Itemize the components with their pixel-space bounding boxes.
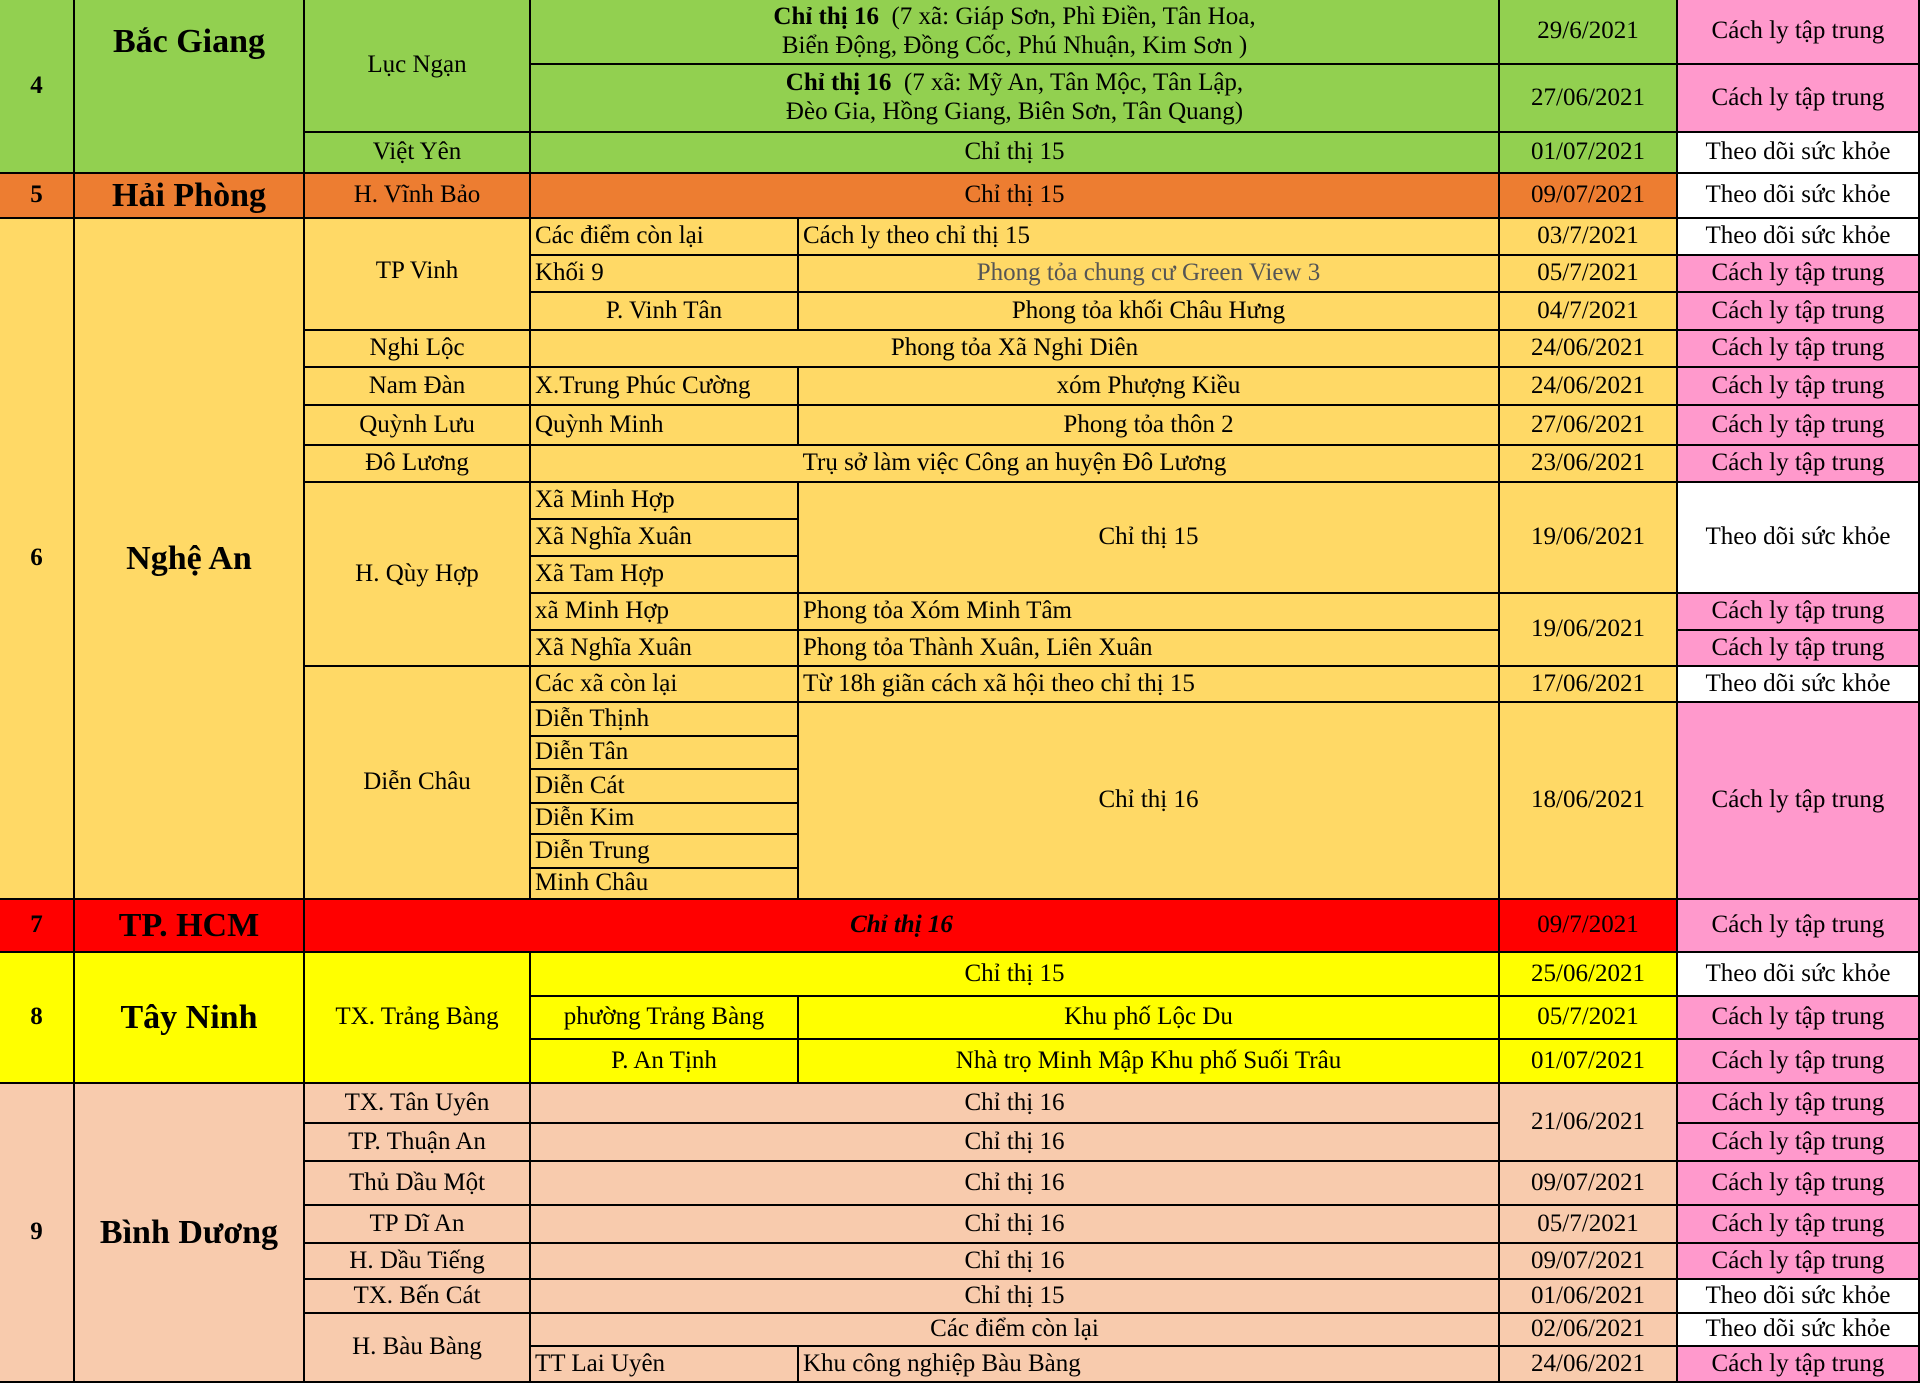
district-cell: H. Vĩnh Bảo [305, 174, 531, 219]
measure-cell: Phong tỏa khối Châu Hưng [799, 293, 1500, 331]
status-cell: Theo dõi sức khỏe [1678, 133, 1920, 174]
area-cell: phường Trảng Bàng [531, 997, 799, 1040]
stt-cell: 4 [0, 0, 75, 174]
status-cell: Cách ly tập trung [1678, 997, 1920, 1040]
date-cell: 09/07/2021 [1500, 1244, 1678, 1280]
date-cell: 27/06/2021 [1500, 406, 1678, 446]
measure-bold: Chỉ thị 16 [773, 2, 879, 30]
province-cell: Bình Dương [75, 1084, 305, 1383]
district-cell: Đô Lương [305, 446, 531, 483]
measure-cell: Chỉ thị 15 [531, 953, 1500, 997]
measure-cell: Nhà trọ Minh Mập Khu phố Suối Trâu [799, 1040, 1500, 1084]
measure-cell: Khu phố Lộc Du [799, 997, 1500, 1040]
date-cell: 05/7/2021 [1500, 1206, 1678, 1244]
status-cell: Cách ly tập trung [1678, 406, 1920, 446]
area-cell: Các điểm còn lại [531, 219, 799, 256]
date-cell: 05/7/2021 [1500, 997, 1678, 1040]
date-cell: 01/06/2021 [1500, 1280, 1678, 1314]
status-cell: Cách ly tập trung [1678, 594, 1920, 631]
province-cell: TP. HCM [75, 900, 305, 953]
measure-text: (7 xã: Giáp Sơn, Phì Điền, Tân Hoa, [891, 2, 1256, 30]
date-cell: 27/06/2021 [1500, 65, 1678, 133]
date-cell: 19/06/2021 [1500, 594, 1678, 667]
area-cell: Diễn Cát [531, 770, 799, 804]
status-cell: Cách ly tập trung [1678, 1084, 1920, 1124]
district-cell: H. Dầu Tiếng [305, 1244, 531, 1280]
measure-cell: Trụ sở làm việc Công an huyện Đô Lương [531, 446, 1500, 483]
measure-cell: Phong tỏa Thành Xuân, Liên Xuân [799, 631, 1500, 667]
measure-cell [531, 65, 1500, 133]
district-cell: TP. Thuận An [305, 1124, 531, 1162]
status-cell: Cách ly tập trung [1678, 1244, 1920, 1280]
status-cell: Theo dõi sức khỏe [1678, 1280, 1920, 1314]
province-cell: Bắc Giang [75, 0, 305, 174]
date-cell: 09/7/2021 [1500, 900, 1678, 953]
district-cell: Việt Yên [305, 133, 531, 174]
status-cell: Cách ly tập trung [1678, 65, 1920, 133]
area-cell: X.Trung Phúc Cường [531, 368, 799, 406]
stt-cell: 7 [0, 900, 75, 953]
area-cell: P. Vinh Tân [531, 293, 799, 331]
measure-cell: Phong tỏa Xóm Minh Tâm [799, 594, 1500, 631]
date-cell: 21/06/2021 [1500, 1084, 1678, 1162]
date-cell: 23/06/2021 [1500, 446, 1678, 483]
date-cell: 03/7/2021 [1500, 219, 1678, 256]
district-cell: TX. Tân Uyên [305, 1084, 531, 1124]
measure-cell: Chỉ thị 16 [799, 703, 1500, 900]
measure-cell: Phong tỏa chung cư Green View 3 [799, 256, 1500, 293]
area-cell: Diễn Tân [531, 737, 799, 770]
measure-cell: Phong tỏa thôn 2 [799, 406, 1500, 446]
status-cell: Theo dõi sức khỏe [1678, 174, 1920, 219]
district-cell: Thủ Dầu Một [305, 1162, 531, 1206]
measure-cell: Khu công nghiệp Bàu Bàng [799, 1347, 1500, 1383]
measure-cell: Chỉ thị 15 [531, 174, 1500, 219]
area-cell: Diễn Trung [531, 835, 799, 869]
area-cell: Xã Tam Hợp [531, 557, 799, 594]
status-cell: Theo dõi sức khỏe [1678, 667, 1920, 703]
measure-text: (7 xã: Mỹ An, Tân Mộc, Tân Lập, [903, 69, 1244, 97]
date-cell: 29/6/2021 [1500, 0, 1678, 65]
status-cell: Cách ly tập trung [1678, 631, 1920, 667]
status-cell: Theo dõi sức khỏe [1678, 483, 1920, 594]
measure-cell: Chỉ thị 16 [531, 1162, 1500, 1206]
area-cell: Khối 9 [531, 256, 799, 293]
measure-cell: Phong tỏa Xã Nghi Diên [531, 331, 1500, 368]
status-cell: Cách ly tập trung [1678, 1347, 1920, 1383]
status-cell: Cách ly tập trung [1678, 0, 1920, 65]
measure-line: Biển Động, Đồng Cốc, Phú Nhuận, Kim Sơn ) [781, 31, 1248, 59]
district-cell: TP Dĩ An [305, 1206, 531, 1244]
measure-cell: Chỉ thị 15 [799, 483, 1500, 594]
district-cell: TX. Bến Cát [305, 1280, 531, 1314]
date-cell: 24/06/2021 [1500, 1347, 1678, 1383]
status-cell: Cách ly tập trung [1678, 331, 1920, 368]
district-cell: TX. Trảng Bàng [305, 953, 531, 1084]
measure-cell [531, 0, 1500, 65]
measure-cell: xóm Phượng Kiều [799, 368, 1500, 406]
date-cell: 18/06/2021 [1500, 703, 1678, 900]
area-cell: Diễn Kim [531, 804, 799, 835]
measure-cell: Chỉ thị 16 [531, 1084, 1500, 1124]
measure-cell: Chỉ thị 15 [531, 1280, 1500, 1314]
status-cell: Theo dõi sức khỏe [1678, 1314, 1920, 1347]
measure-cell: Chỉ thị 16 [305, 900, 1500, 953]
status-cell: Cách ly tập trung [1678, 703, 1920, 900]
area-cell: Xã Minh Hợp [531, 483, 799, 520]
measure-cell: Các điểm còn lại [531, 1314, 1500, 1347]
status-cell: Cách ly tập trung [1678, 368, 1920, 406]
status-cell: Cách ly tập trung [1678, 1124, 1920, 1162]
stt-cell: 5 [0, 174, 75, 219]
district-cell: Nghi Lộc [305, 331, 531, 368]
status-cell: Cách ly tập trung [1678, 256, 1920, 293]
area-cell: P. An Tịnh [531, 1040, 799, 1084]
measure-cell: Chỉ thị 16 [531, 1124, 1500, 1162]
date-cell: 09/07/2021 [1500, 1162, 1678, 1206]
area-cell: xã Minh Hợp [531, 594, 799, 631]
province-cell: Tây Ninh [75, 953, 305, 1084]
status-cell: Theo dõi sức khỏe [1678, 219, 1920, 256]
status-cell: Cách ly tập trung [1678, 446, 1920, 483]
date-cell: 01/07/2021 [1500, 1040, 1678, 1084]
area-cell: Xã Nghĩa Xuân [531, 631, 799, 667]
district-cell: H. Bàu Bàng [305, 1314, 531, 1383]
date-cell: 24/06/2021 [1500, 331, 1678, 368]
status-cell: Cách ly tập trung [1678, 1040, 1920, 1084]
measure-cell: Chỉ thị 16 [531, 1244, 1500, 1280]
area-cell: Quỳnh Minh [531, 406, 799, 446]
district-cell: Diễn Châu [305, 667, 531, 900]
measure-cell: Chỉ thị 16 [531, 1206, 1500, 1244]
date-cell: 05/7/2021 [1500, 256, 1678, 293]
area-cell: Xã Nghĩa Xuân [531, 520, 799, 557]
area-cell: Minh Châu [531, 869, 799, 900]
status-cell: Cách ly tập trung [1678, 293, 1920, 331]
date-cell: 04/7/2021 [1500, 293, 1678, 331]
status-cell: Cách ly tập trung [1678, 900, 1920, 953]
status-cell: Theo dõi sức khỏe [1678, 953, 1920, 997]
district-cell: Quỳnh Lưu [305, 406, 531, 446]
date-cell: 09/07/2021 [1500, 174, 1678, 219]
district-cell: H. Qùy Hợp [305, 483, 531, 667]
province-cell: Nghệ An [75, 219, 305, 900]
status-cell: Cách ly tập trung [1678, 1206, 1920, 1244]
area-cell: TT Lai Uyên [531, 1347, 799, 1383]
area-cell: Diễn Thịnh [531, 703, 799, 737]
measure-cell: Chỉ thị 15 [531, 133, 1500, 174]
measure-line [786, 69, 1243, 98]
district-cell: TP Vinh [305, 219, 531, 331]
date-cell: 01/07/2021 [1500, 133, 1678, 174]
district-cell: Lục Ngạn [305, 0, 531, 133]
measure-bold: Chỉ thị 16 [785, 69, 892, 97]
measure-line [773, 3, 1255, 32]
date-cell: 19/06/2021 [1500, 483, 1678, 594]
stt-cell: 9 [0, 1084, 75, 1383]
area-cell: Các xã còn lại [531, 667, 799, 703]
measure-cell: Cách ly theo chỉ thị 15 [799, 219, 1500, 256]
measure-cell: Từ 18h giãn cách xã hội theo chỉ thị 15 [799, 667, 1500, 703]
measure-line: Đèo Gia, Hồng Giang, Biên Sơn, Tân Quang) [785, 98, 1244, 125]
date-cell: 17/06/2021 [1500, 667, 1678, 703]
province-cell: Hải Phòng [75, 174, 305, 219]
district-cell: Nam Đàn [305, 368, 531, 406]
date-cell: 25/06/2021 [1500, 953, 1678, 997]
status-cell: Cách ly tập trung [1678, 1162, 1920, 1206]
stt-cell: 8 [0, 953, 75, 1084]
date-cell: 24/06/2021 [1500, 368, 1678, 406]
stt-cell: 6 [0, 219, 75, 900]
date-cell: 02/06/2021 [1500, 1314, 1678, 1347]
